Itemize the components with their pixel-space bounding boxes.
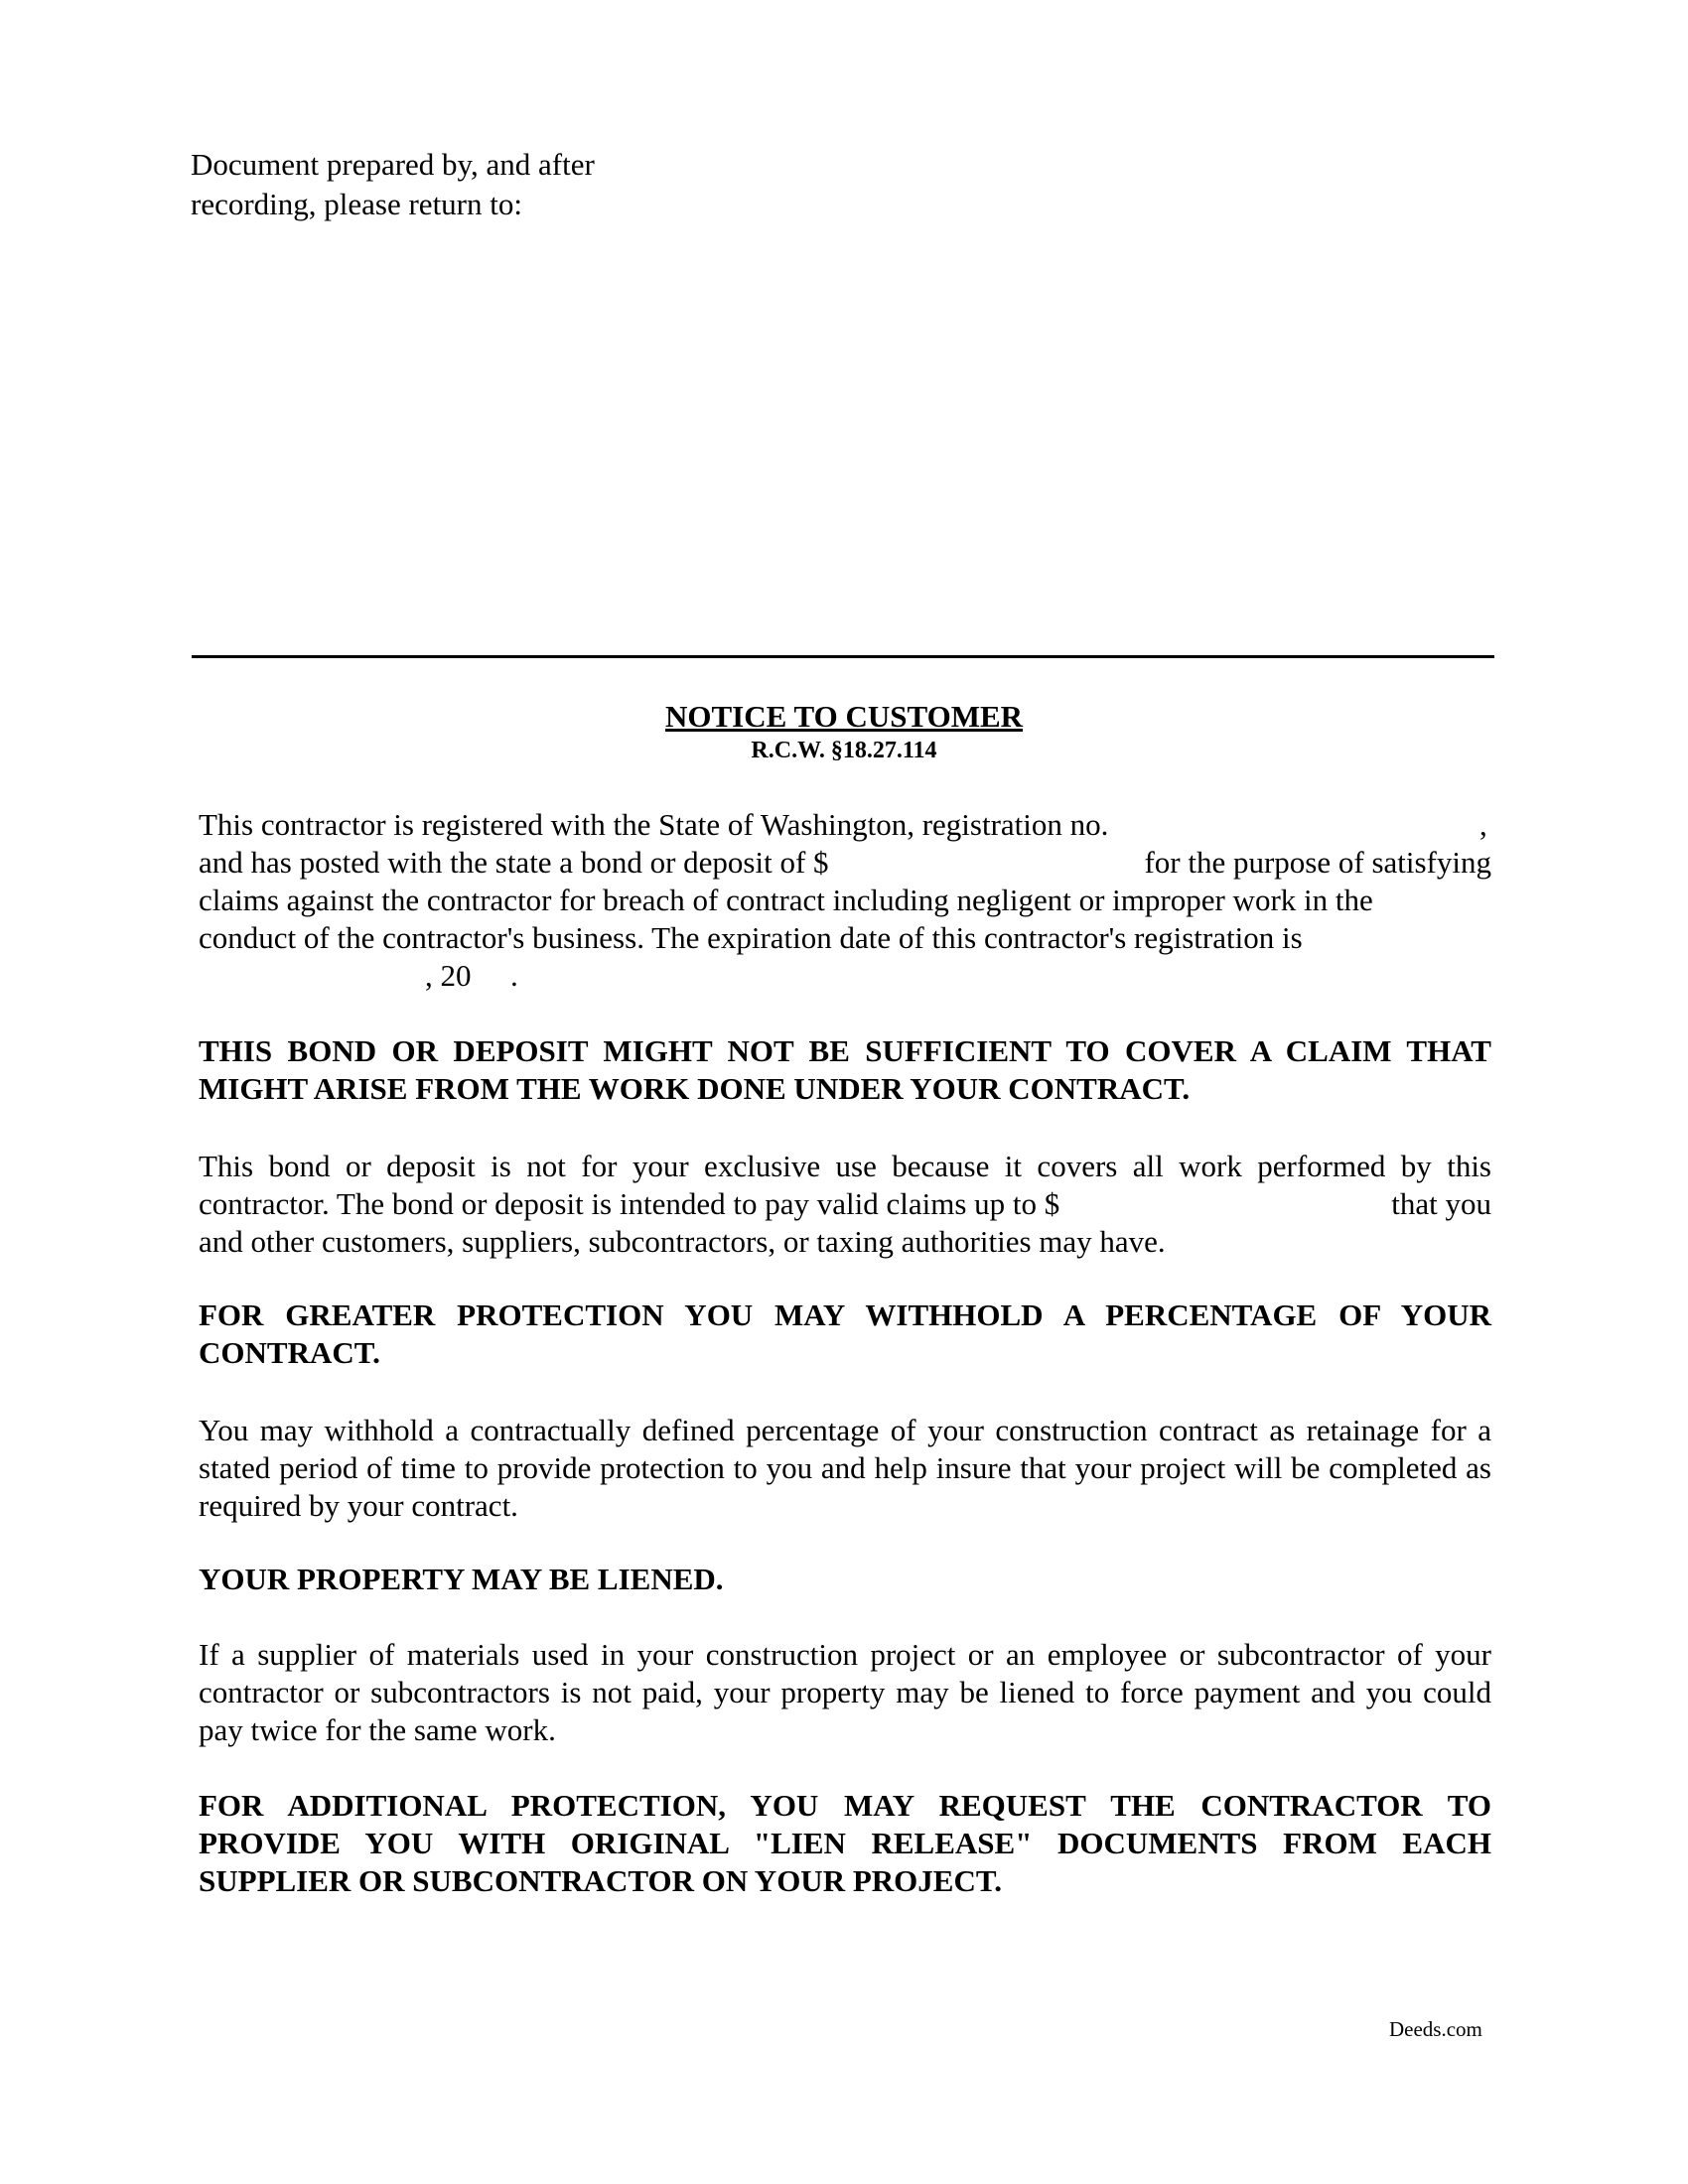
expiration-period: .: [510, 958, 518, 993]
lien-paragraph: If a supplier of materials used in your construction project or an employee or subcontractor of your contractor or subcontractors is not paid, your property may be liened to force payment and you could pay twice for the same work.: [199, 1637, 1491, 1747]
lien-warning-heading: YOUR PROPERTY MAY BE LIENED.: [199, 1562, 724, 1596]
that-you-text: that you: [1391, 1186, 1491, 1221]
registration-line-5: [199, 957, 1491, 995]
exclusive-use-line-2: [199, 1185, 1491, 1223]
prepared-by-line-2: recording, please return to:: [191, 187, 522, 221]
bond-warning-heading: THIS BOND OR DEPOSIT MIGHT NOT BE SUFFICIENT TO COVER A CLAIM THAT MIGHT ARISE FROM THE WORK DONE UNDER YOUR CONTRACT.: [199, 1033, 1491, 1106]
registration-line-2: [199, 844, 1491, 882]
exclusive-use-text-1: This bond or deposit is not for your exclusive use because it covers all work performed by this: [199, 1149, 1491, 1183]
horizontal-rule: [192, 655, 1494, 658]
expiration-year-text: , 20: [425, 958, 472, 993]
prepared-by-block: [191, 145, 595, 224]
exclusive-use-paragraph: [199, 1148, 1491, 1261]
document-title: NOTICE TO CUSTOMER: [664, 699, 1024, 734]
registration-comma: ,: [1479, 807, 1487, 842]
registration-paragraph: [199, 806, 1491, 995]
statute-citation: R.C.W. §18.27.114: [751, 738, 937, 763]
footer-brand: Deeds.com: [1389, 2017, 1482, 2041]
valid-claims-text: contractor. The bond or deposit is intended to pay valid claims up to $: [199, 1186, 1060, 1221]
other-customers-text: and other customers, suppliers, subcontractors, or taxing authorities may have.: [199, 1224, 1166, 1259]
expiration-text: conduct of the contractor's business. The expiration date of this contractor's registration is: [199, 920, 1303, 955]
registration-text-1: This contractor is registered with the State of Washington, registration no.: [199, 807, 1109, 842]
withhold-warning-heading: FOR GREATER PROTECTION YOU MAY WITHHOLD A PERCENTAGE OF YOUR CONTRACT.: [199, 1297, 1491, 1370]
claims-text: claims against the contractor for breach of contract including negligent or improper work in the: [199, 883, 1373, 917]
registration-line-1: [199, 806, 1491, 844]
bond-text: and has posted with the state a bond or deposit of $: [199, 845, 829, 880]
bond-purpose-text: for the purpose of satisfying: [1144, 845, 1491, 880]
retainage-paragraph: You may withhold a contractually defined percentage of your construction contract as retainage for a stated period of time to provide protection to you and help insure that your project will be completed as required by your contract.: [199, 1413, 1491, 1523]
exclusive-use-line-1: [199, 1148, 1491, 1185]
prepared-by-line-1: Document prepared by, and after: [191, 147, 595, 182]
lien-release-heading: FOR ADDITIONAL PROTECTION, YOU MAY REQUEST THE CONTRACTOR TO PROVIDE YOU WITH ORIGINAL "LIEN RELEASE" DOCUMENTS FROM EACH SUPPLIER OR SUBCONTRACTOR ON YOUR PROJECT.: [199, 1788, 1491, 1898]
registration-line-4: [199, 919, 1491, 957]
exclusive-use-line-3: [199, 1223, 1491, 1261]
registration-line-3: [199, 882, 1491, 919]
